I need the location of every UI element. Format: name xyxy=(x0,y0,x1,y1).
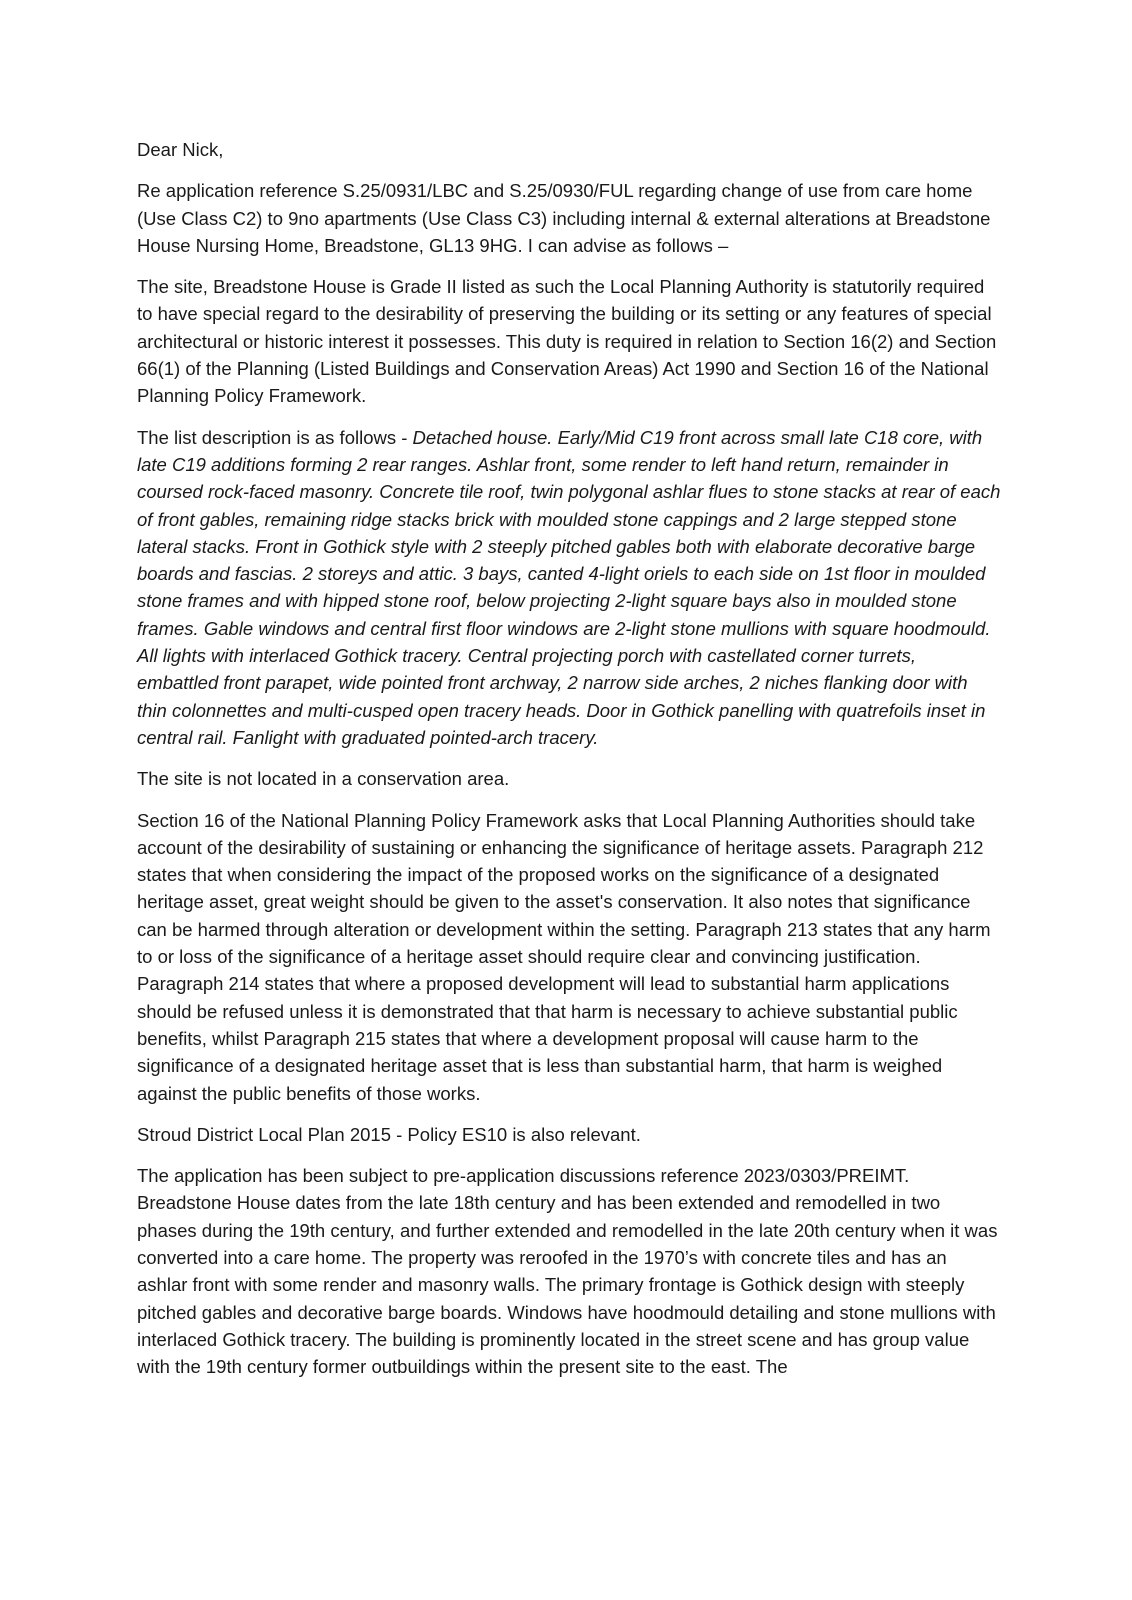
list-description-intro: The list description is as follows - xyxy=(137,426,413,448)
paragraph-application-history: The application has been subject to pre-application discussions reference 2023/0303/PREIMT. Breadstone House dates from the late 18th century and has been extended and remodelled in two phases during the 19th century, and further extended and remodelled in the late 20th century when it was converted into a care home. The property was reroofed in the 1970’s with concrete tiles and has an ashlar front with some render and masonry walls. The primary frontage is Gothick design with steeply pitched gables and decorative barge boards. Windows have hoodmould detailing and stone mullions with interlaced Gothick tracery. The building is prominently located in the street scene and has group value with the 19th century former outbuildings within the present site to the east. The xyxy=(137,1165,998,1378)
paragraph-list-description xyxy=(137,424,1001,752)
paragraph-nppf: Section 16 of the National Planning Policy Framework asks that Local Planning Authorities should take account of the desirability of sustaining or enhancing the significance of heritage assets. Paragraph 212 states that when considering the impact of the proposed works on the significance of a designated heritage asset, great weight should be given to the asset's conservation. It also notes that significance can be harmed through alteration or development within the setting. Paragraph 213 states that any harm to or loss of the significance of a heritage asset should require clear and convincing justification. Paragraph 214 states that where a proposed development will lead to substantial harm applications should be refused unless it is demonstrated that that harm is necessary to achieve substantial public benefits, whilst Paragraph 215 states that where a development proposal will cause harm to the significance of a designated heritage asset that is less than substantial harm, that harm is weighed against the public benefits of those works. xyxy=(137,809,991,1104)
letter-body xyxy=(137,136,1001,1394)
paragraph-site-listing: The site, Breadstone House is Grade II listed as such the Local Planning Authority is statutorily required to have special regard to the desirability of preserving the building or its setting or any features of special architectural or historic interest it possesses. This duty is required in relation to Section 16(2) and Section 66(1) of the Planning (Listed Buildings and Conservation Areas) Act 1990 and Section 16 of the National Planning Policy Framework. xyxy=(137,276,997,407)
list-description-text: Detached house. Early/Mid C19 front across small late C18 core, with late C19 additions forming 2 rear ranges. Ashlar front, some render to left hand return, remainder in coursed rock-faced masonry. Concrete tile roof, twin polygonal ashlar flues to stone stacks at rear of each of front gables, remaining ridge stacks brick with moulded stone cappings and 2 large stepped stone lateral stacks. Front in Gothick style with 2 steeply pitched gables both with elaborate decorative barge boards and fascias. 2 storeys and attic. 3 bays, canted 4-light oriels to each side on 1st floor in moulded stone frames and with hipped stone roof, below projecting 2-light square bays also in moulded stone frames. Gable windows and central first floor windows are 2-light stone mullions with square hoodmould. All lights with interlaced Gothick tracery. Central projecting porch with castellated corner turrets, embattled front parapet, wide pointed front archway, 2 narrow side arches, 2 niches flanking door with thin colonnettes and multi-cusped open tracery heads. Door in Gothick panelling with quatrefoils inset in central rail. Fanlight with graduated pointed-arch tracery. xyxy=(137,426,1001,748)
salutation: Dear Nick, xyxy=(137,139,224,160)
paragraph-local-plan: Stroud District Local Plan 2015 - Policy ES10 is also relevant. xyxy=(137,1123,641,1145)
paragraph-conservation-area: The site is not located in a conservation area. xyxy=(137,768,510,790)
paragraph-application-reference: Re application reference S.25/0931/LBC and S.25/0930/FUL regarding change of use from care home (Use Class C2) to 9no apartments (Use Class C3) including internal & external alterations at Breadstone House Nursing Home, Breadstone, GL13 9HG. I can advise as follows – xyxy=(137,180,991,256)
